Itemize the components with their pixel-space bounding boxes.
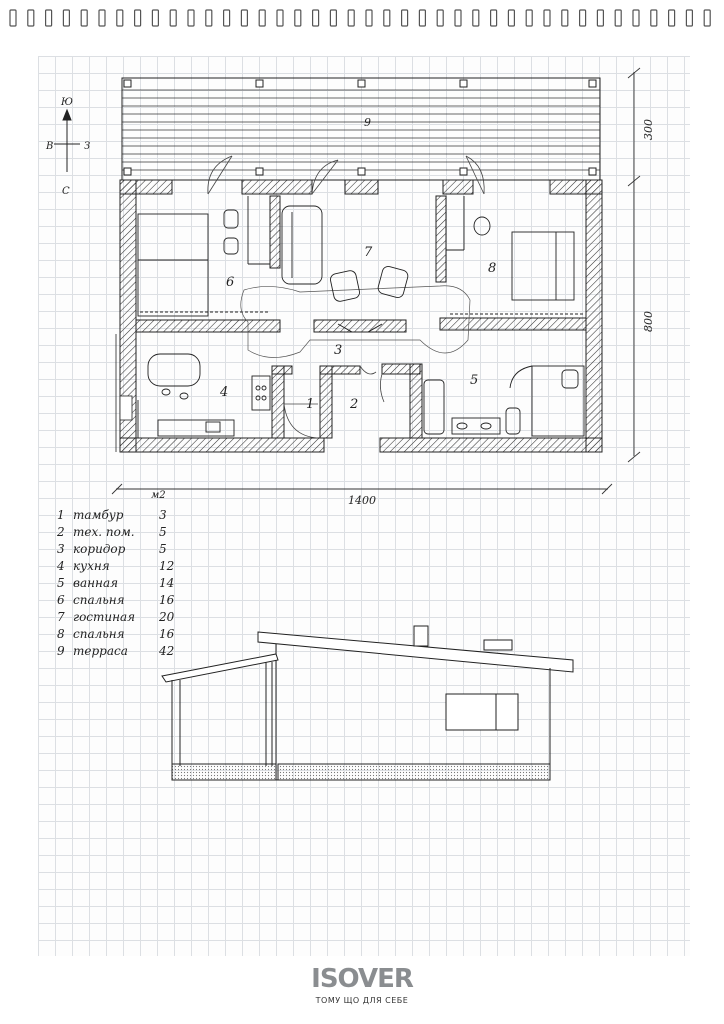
legend-area: 3 [159, 508, 167, 522]
legend-row [55, 576, 235, 592]
legend-name: кухня [73, 559, 110, 573]
legend-num: 7 [57, 610, 65, 624]
room-tag-1: 1 [306, 397, 315, 412]
legend-num: 4 [57, 559, 65, 573]
legend-num: 1 [57, 508, 65, 522]
compass [54, 110, 80, 172]
legend-row [55, 593, 235, 609]
compass-north: Ю [61, 97, 73, 108]
legend-name: коридор [73, 542, 126, 556]
room-tag-3: 3 [334, 343, 343, 358]
legend-area: 12 [159, 559, 175, 573]
room-tag-2: 2 [350, 397, 359, 412]
legend-unit: м2 [151, 490, 166, 501]
dimension-width: 1400 [348, 494, 376, 507]
legend-row [55, 644, 235, 660]
legend-name: ванная [73, 576, 119, 590]
terrace [122, 78, 600, 180]
legend-name: тамбур [73, 508, 124, 522]
dimension-terrace: 300 [642, 119, 655, 140]
legend-row [55, 610, 235, 626]
legend-row [55, 627, 235, 643]
corridor-doors [360, 366, 384, 402]
legend-area: 16 [159, 627, 175, 641]
room-tag-6: 6 [226, 275, 235, 290]
legend-area: 20 [159, 610, 175, 624]
room-tag-8: 8 [488, 261, 497, 276]
room-tag-7: 7 [364, 245, 373, 260]
legend-name: спальня [73, 593, 125, 607]
dimension-lines [112, 68, 640, 494]
legend-num: 2 [57, 525, 65, 539]
legend-num: 5 [57, 576, 65, 590]
legend-row [55, 508, 235, 524]
legend-area: 42 [159, 644, 175, 658]
kitchen [138, 354, 270, 438]
room-tag-9: 9 [364, 116, 371, 129]
footer [0, 960, 724, 1024]
legend-num: 8 [57, 627, 65, 641]
compass-south: С [62, 186, 70, 197]
floor-plan [116, 78, 602, 452]
room-tag-5: 5 [470, 373, 479, 388]
legend-num: 6 [57, 593, 65, 607]
legend-area: 14 [159, 576, 175, 590]
legend-name: тех. пом. [73, 525, 135, 539]
legend-row [55, 559, 235, 575]
room-tag-4: 4 [220, 385, 229, 400]
legend-row [55, 542, 235, 558]
legend-area: 16 [159, 593, 175, 607]
bathroom [424, 366, 584, 436]
dimension-depth: 800 [642, 311, 655, 332]
legend-num: 9 [57, 644, 65, 658]
bedroom-right [446, 196, 584, 314]
legend-area: 5 [159, 542, 167, 556]
isover-logo: ISOVER [311, 964, 413, 994]
legend-name: терраса [73, 644, 128, 658]
compass-east: З [84, 141, 91, 152]
footer-tagline: ТОМУ ЩО ДЛЯ СЕБЕ [315, 996, 409, 1005]
legend-name: спальня [73, 627, 125, 641]
legend-area: 5 [159, 525, 167, 539]
legend-row [55, 525, 235, 541]
bedroom-left [138, 196, 270, 316]
legend-num: 3 [57, 542, 65, 556]
legend-name: гостиная [73, 610, 136, 624]
compass-west: В [46, 141, 54, 152]
